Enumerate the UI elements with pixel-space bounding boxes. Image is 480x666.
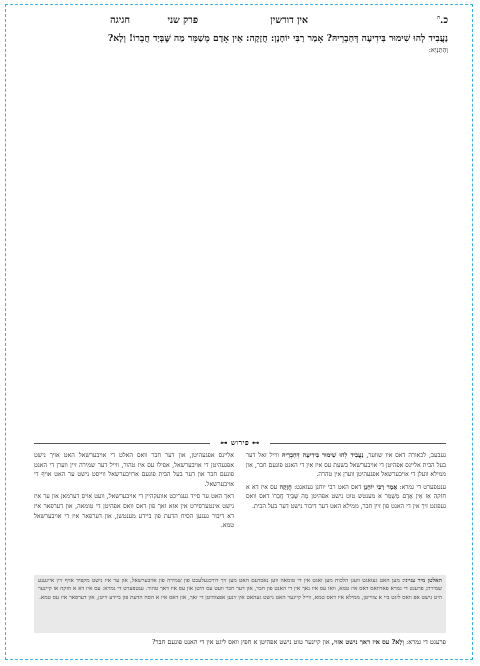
commentary-column-left: [34, 451, 234, 534]
commentary-paragraph: דאך האט ער סייד געגריכט אוועקהיין די אויבערשאל, וועט אויס דערמאן און ער איז נישט אינטערסירט אין אזא זאך פון דאס וואס אפהיטן די טומאה, און דערפאר איז דא דיבור געגען הסיח הדעת פון ביידע מענטשן, און דערפאר איז די אויבערשאל טמא.: [34, 493, 234, 530]
commentary-column-right: [246, 451, 446, 515]
note-label: האלטן מיר ענייני:: [402, 578, 442, 584]
tractate-name: חגיגה: [110, 15, 130, 26]
chapter-name: אין דורשין: [270, 15, 308, 26]
section-divider: [34, 438, 446, 448]
commentary-paragraph: אליינס אפגעהיטן, און דער חבר וואס האלט די אויבערשאל האט אויך נישט אפגעהיטן די אויבערשאל, אפילו עס איז טהור, ווייל דער שמירה זיין ווערן די האנט פונעם חבר און דער בעל הבית פונעם ארויבערשאל ווייסט נישט ער האט אויף די אויבערשאל.: [34, 452, 234, 488]
daf-number: כ.$^ה$: [437, 15, 448, 27]
gemara-text: נַעֲבִיד לְהוּ שִׁימוּר בִּידִיעָה דְּחַבְרֵיהּ? אָמַר רַבִּי יוֹחָנָן: חֲזָקָה: אֵין אָדָם מְשַׁמֵּר מַה שֶּׁבְּיַד חֲבֵרוֹ! וְלָא?: [107, 33, 448, 44]
commentary-paragraph: געבעב, לכאורה דאס איז שווער, נַעֲבִיד לְהוּ שִׁימוּר בִּידִיעָה דְּחַבְרֵיהּ ווייל זאל דער בעל הבית אליינס אפהיטן די אויבערשאל בשעת עס איז אין די האנט פונעם חבר, און ממילא וועלן די אויבערשאל אפגעהיטן ווערן אין טהרה.: [246, 452, 447, 479]
bottom-commentary: פרעגט די גמרא: וְלָא? עס איז דאך נישט אזוי, און קיינער טוט נישט אפהיטן א חפץ וואס ליגט אין די האנט פונעם חבר?: [151, 638, 446, 646]
commentary-paragraph: ענטפערט די גמרא: אָמַר רַבִּי יוֹחָנָן דאס האט רבי יוחנן געזאגט: חֲזָקָה עס איז דא א חזקה אַז אֵין אָדָם מְשַׁמֵּר א מענטש טוט נישט אפהיטן מַה שֶּׁבְּיַד חֲבֵרוֹ דאס וואס געפונט זיך אין די האנט פון זיין חבר, ממילא האט דער דיבור נישט דער בעל הבית.: [246, 483, 446, 510]
section-label: ⊶ פירוש ⊷: [220, 438, 260, 447]
summary-note-box: [34, 575, 446, 633]
perek-number: פרק שני: [167, 15, 198, 26]
note-text: מען האט געזאגט וועגן הלכות מען זאגט אין די טומאה ווען נאכדעם האט מען זיך דורכגעלעבט פון שמירה פון אויבערשאל, און ער איז נישט מקפיד אויף זיין אייגענע שמירה; פרעגט די גמרא פארוואס דאס איז טמא, וואו עס איז נאך אין די האנט פון חבר, און דער חבר וועט עס היטן און עס איז דאך טהור. ענטפערט די גמרא: עס איז דא א חזקה אז קיינער היט נישט אפ וואס ליגט ביי א צווייטן, ממילא איז דאס טמא, ווייל קיינער האט נישט געהאט אין זינען אפצוהיטן די זאך, און דאס איז א הסח הדעת פון ביידע זייטן, און דערפאר איז עס טמא.: [38, 578, 442, 601]
commentary-columns: [34, 451, 446, 571]
gemara-continuation: וְהָתַנְיָא:: [428, 46, 448, 54]
running-header: [32, 15, 448, 29]
